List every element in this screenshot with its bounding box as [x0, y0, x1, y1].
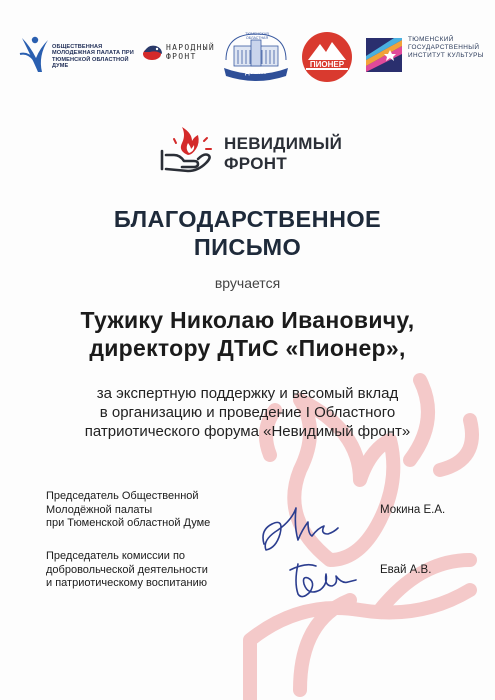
recipient [0, 306, 495, 362]
document-title-line2: ПИСЬМО [193, 234, 302, 260]
narodny-front-logo-text: НАРОДНЫЙ ФРОНТ [166, 43, 215, 61]
signer-name: Евай А.В. [380, 564, 432, 576]
document-subtitle: вручается [214, 275, 281, 291]
signature-mokina [258, 500, 342, 562]
signature-evay [286, 556, 360, 602]
signer-position-line: Председатель комиссии по [46, 550, 186, 562]
institute-logo-text: ТЮМЕНСКИЙ ГОСУДАРСТВЕННЫЙ ИНСТИТУТ КУЛЬТУРЫ [408, 36, 484, 59]
youth-chamber-emblem-icon [18, 34, 52, 76]
duma-logo [220, 30, 292, 82]
signer-position-line: добровольческой деятельности [46, 563, 208, 576]
signer-position-line: Председатель Общественной [46, 490, 199, 502]
recipient-position: директору ДТиС «Пионер», [89, 335, 406, 361]
narodny-front-logo [140, 38, 220, 78]
signer-chamber-chair [46, 490, 466, 534]
pioneer-logo-text: ПИОНЕР [309, 60, 345, 69]
award-reason-line1: за экспертную поддержку и весомый вклад [96, 385, 399, 402]
mountains-emblem-icon [300, 30, 354, 84]
partner-logos [14, 26, 484, 96]
signer-commission-chair [46, 550, 466, 594]
award-reason-line2: в организацию и проведение I Областного [99, 404, 396, 421]
rainbow-star-emblem-icon [364, 36, 404, 74]
signer-position-line: Молодёжной палаты [46, 503, 153, 516]
brand-title-line2: ФРОНТ [224, 154, 288, 173]
duma-logo-arc-text: ТЮМЕНСКАЯ ОБЛАСТНАЯ [245, 32, 269, 40]
signer-position-line: при Тюменской областной Думе [46, 517, 211, 529]
recipient-name: Тужику Николаю Ивановичу, [80, 307, 415, 333]
invisible-front-brand [158, 125, 378, 181]
brand-title [224, 134, 394, 174]
youth-chamber-logo-text: ОБЩЕСТВЕННАЯ МОЛОДЕЖНАЯ ПАЛАТА ПРИ ТЮМЕНСКОЙ ОБЛАСТНОЙ ДУМЕ [52, 44, 134, 70]
institute-logo [364, 32, 484, 80]
signers-block [46, 490, 466, 600]
document-title-line1: БЛАГОДАРСТВЕННОЕ [113, 206, 382, 232]
signer-position [46, 490, 266, 531]
signer-name: Мокина Е.А. [380, 504, 446, 516]
brand-title-line1: НЕВИДИМЫЙ [224, 134, 343, 153]
document-title [0, 205, 495, 261]
duma-logo-ribbon-text: ДУМА [245, 70, 267, 76]
youth-chamber-logo [18, 34, 140, 76]
bird-emblem-icon [140, 40, 164, 64]
pioneer-logo [300, 30, 354, 84]
award-reason [30, 384, 465, 441]
signer-position-line: и патриотическому воспитанию [46, 577, 207, 589]
flame-in-hand-icon [158, 125, 216, 175]
award-reason-line3: патриотического форума «Невидимый фронт» [84, 423, 411, 440]
signer-position [46, 550, 266, 591]
